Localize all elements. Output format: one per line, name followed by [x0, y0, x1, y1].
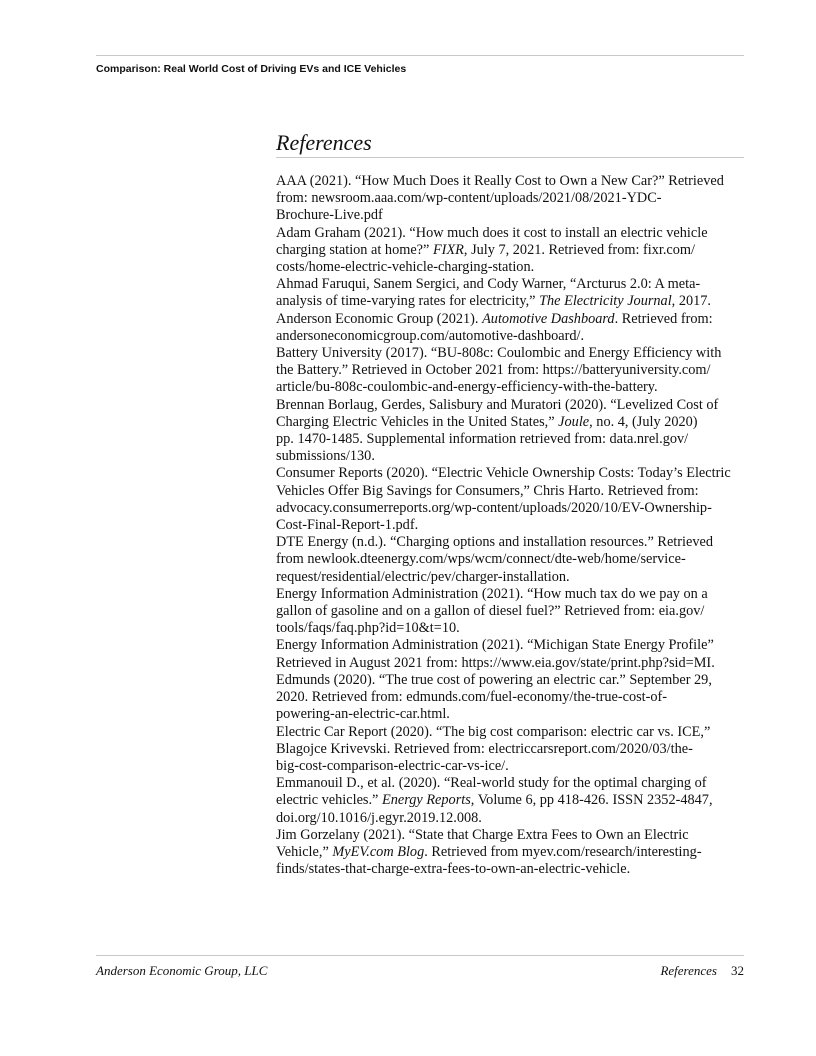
reference-entry [276, 724, 746, 776]
reference-italic-text: Automotive Dashboard [482, 310, 615, 327]
reference-text: 2020. Retrieved from: edmunds.com/fuel-economy/the-true-cost-of- [276, 689, 668, 706]
reference-text: charging station at home?” [276, 241, 433, 258]
reference-text: Jim Gorzelany (2021). “State that Charge Extra Fees to Own an Electric [276, 826, 689, 843]
reference-line [276, 861, 746, 878]
reference-text: Energy Information Administration (2021). “How much tax do we pay on a [276, 585, 708, 602]
reference-text: Consumer Reports (2020). “Electric Vehicle Ownership Costs: Today’s Electric [276, 465, 731, 482]
reference-entry [276, 586, 746, 638]
reference-line [276, 465, 746, 482]
reference-entry [276, 637, 746, 671]
reference-line [276, 396, 746, 414]
reference-line [276, 689, 746, 706]
reference-text: submissions/130. [276, 448, 375, 465]
reference-text: electric vehicles.” [276, 792, 382, 809]
reference-text: finds/states-that-charge-extra-fees-to-own-an-electric-vehicle. [276, 861, 631, 878]
reference-line [276, 448, 746, 465]
heading-rule [276, 157, 744, 158]
reference-text: big-cost-comparison-electric-car-vs-ice/. [276, 757, 509, 774]
reference-text: . Retrieved from myev.com/research/interesting- [424, 843, 702, 860]
reference-line [276, 603, 746, 620]
reference-line [276, 276, 746, 293]
reference-text: from: newsroom.aaa.com/wp-content/uploads/2021/08/2021-YDC- [276, 190, 662, 207]
reference-line [276, 585, 746, 603]
reference-text: request/residential/electric/pev/charger-installation. [276, 568, 570, 585]
reference-line [276, 757, 746, 775]
reference-line [276, 740, 746, 758]
reference-line [276, 362, 746, 379]
reference-text: gallon of gasoline and on a gallon of diesel fuel?” Retrieved from: eia.gov/ [276, 603, 705, 620]
reference-entry [276, 345, 746, 397]
reference-text: Brennan Borlaug, Gerdes, Salisbury and Muratori (2020). “Levelized Cost of [276, 396, 719, 413]
reference-text: Retrieved in August 2021 from: https://www.eia.gov/state/print.php?sid=MI. [276, 654, 715, 671]
references-list [276, 173, 746, 878]
footer-rule [96, 955, 744, 956]
header-rule [96, 55, 744, 56]
reference-text: Emmanouil D., et al. (2020). “Real-world study for the optimal charging of [276, 775, 707, 792]
reference-text: analysis of time-varying rates for electricity,” [276, 293, 540, 310]
reference-text: pp. 1470-1485. Supplemental information retrieved from: data.nrel.gov/ [276, 431, 689, 448]
reference-line [276, 190, 746, 207]
reference-line [276, 379, 746, 396]
reference-italic-text: FIXR [432, 241, 464, 258]
reference-line [276, 706, 746, 723]
reference-line [276, 345, 746, 362]
reference-line [276, 310, 746, 328]
reference-line [276, 413, 746, 431]
reference-text: . Retrieved from: [614, 310, 713, 327]
reference-line [276, 517, 746, 534]
reference-entry [276, 827, 746, 879]
page-number: 32 [731, 963, 744, 978]
reference-text: AAA (2021). “How Much Does it Really Cost to Own a New Car?” Retrieved [276, 173, 724, 189]
reference-line [276, 568, 746, 586]
reference-text: the Battery.” Retrieved in October 2021 from: https://batteryuniversity.com/ [276, 362, 711, 379]
reference-entry [276, 276, 746, 310]
reference-text: , July 7, 2021. Retrieved from: fixr.com/ [463, 241, 696, 258]
footer-right [660, 963, 744, 979]
reference-text: from newlook.dteenergy.com/wps/wcm/connect/dte-web/home/service- [276, 551, 686, 568]
reference-italic-text: Joule [558, 413, 590, 430]
reference-line [276, 843, 746, 861]
reference-text: Volume 6, pp 418-426. ISSN 2352-4847, [474, 792, 713, 809]
reference-line [276, 173, 746, 190]
reference-line [276, 826, 746, 844]
reference-text: DTE Energy (n.d.). “Charging options and installation resources.” Retrieved [276, 534, 714, 551]
reference-text: , no. 4, (July 2020) [589, 413, 698, 430]
reference-line [276, 654, 746, 672]
reference-entry [276, 397, 746, 466]
reference-text: andersoneconomicgroup.com/automotive-dashboard/. [276, 327, 585, 344]
reference-text: Charging Electric Vehicles in the United States,” [276, 413, 559, 430]
reference-text: Adam Graham (2021). “How much does it cost to install an electric vehicle [276, 224, 708, 241]
reference-text: tools/faqs/faq.php?id=10&t=10. [276, 620, 460, 637]
reference-line [276, 551, 746, 568]
reference-text: Anderson Economic Group (2021). [276, 310, 483, 327]
footer-organization: Anderson Economic Group, LLC [96, 963, 268, 978]
reference-entry [276, 465, 746, 534]
reference-text: Vehicles Offer Big Savings for Consumers,” Chris Harto. Retrieved from: [276, 482, 699, 499]
reference-line [276, 499, 746, 517]
reference-line [276, 327, 746, 345]
reference-italic-text: MyEV.com Blog [332, 843, 425, 860]
reference-text: article/bu-808c-coulombic-and-energy-efficiency-with-the-battery. [276, 379, 658, 396]
reference-text: Blagojce Krivevski. Retrieved from: electriccarsreport.com/2020/03/the- [276, 740, 693, 757]
reference-line [276, 534, 746, 551]
section-heading: References [276, 130, 372, 155]
reference-text: Vehicle,” [276, 843, 333, 860]
reference-line [276, 293, 746, 310]
reference-entry [276, 672, 746, 724]
reference-text: costs/home-electric-vehicle-charging-station. [276, 259, 535, 276]
reference-text: Brochure-Live.pdf [276, 207, 383, 224]
reference-text: advocacy.consumerreports.org/wp-content/uploads/2020/10/EV-Ownership- [276, 499, 712, 516]
reference-line [276, 637, 746, 654]
reference-text: powering-an-electric-car.html. [276, 706, 450, 723]
reference-line [276, 241, 746, 259]
reference-entry [276, 311, 746, 345]
reference-line [276, 792, 746, 809]
reference-line [276, 775, 746, 792]
reference-line [276, 224, 746, 242]
reference-line [276, 809, 746, 827]
reference-text: Energy Information Administration (2021). “Michigan State Energy Profile” [276, 637, 714, 654]
reference-line [276, 431, 746, 448]
reference-text: Ahmad Faruqui, Sanem Sergici, and Cody Warner, “Arcturus 2.0: A meta- [276, 276, 701, 293]
reference-line [276, 207, 746, 224]
reference-italic-text: The Electricity Journal [539, 293, 672, 310]
reference-text: , 2017. [671, 293, 711, 310]
running-header-title: Comparison: Real World Cost of Driving EVs and ICE Vehicles [96, 63, 407, 75]
reference-entry [276, 173, 746, 225]
reference-line [276, 259, 746, 276]
reference-line [276, 482, 746, 500]
reference-line [276, 723, 746, 741]
reference-entry [276, 775, 746, 827]
reference-entry [276, 225, 746, 277]
reference-text: Cost-Final-Report-1.pdf. [276, 517, 419, 534]
reference-text: Edmunds (2020). “The true cost of powering an electric car.” September 29, [276, 671, 712, 688]
reference-text: Electric Car Report (2020). “The big cost comparison: electric car vs. ICE,” [276, 723, 711, 740]
reference-entry [276, 534, 746, 586]
footer-section-label: References [660, 963, 717, 978]
reference-italic-text: Energy Reports, [381, 792, 475, 809]
reference-line [276, 671, 746, 689]
reference-text: doi.org/10.1016/j.egyr.2019.12.008. [276, 809, 482, 826]
reference-line [276, 620, 746, 637]
reference-text: Battery University (2017). “BU-808c: Coulombic and Energy Efficiency with [276, 345, 722, 362]
